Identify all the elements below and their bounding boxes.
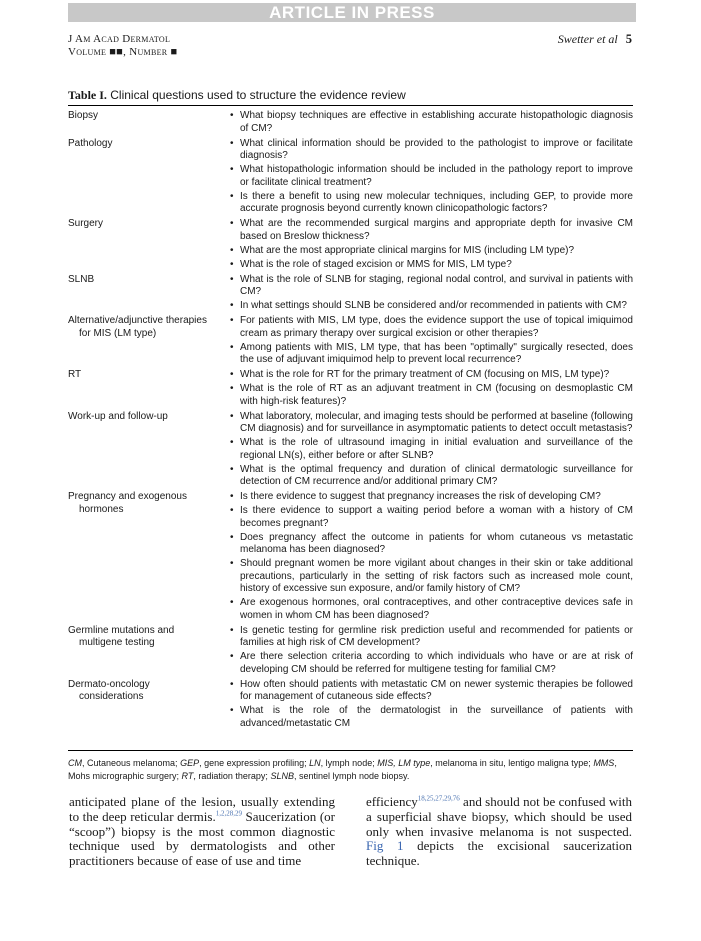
journal-header xyxy=(68,33,177,58)
bullet-icon: • xyxy=(230,383,234,394)
row-topic xyxy=(68,369,228,410)
table-row xyxy=(68,274,633,315)
question-item xyxy=(228,651,633,676)
footnote-def: , gene expression profiling; xyxy=(199,758,310,768)
row-topic xyxy=(68,110,228,137)
question-text: What is the role of staged excision or MMS for MIS, LM type? xyxy=(240,258,512,270)
question-item xyxy=(228,705,633,730)
bullet-icon: • xyxy=(230,531,234,543)
question-item xyxy=(228,558,633,596)
row-topic xyxy=(68,491,228,624)
footnote-def: , lymph node; xyxy=(320,758,378,768)
footnote-abbr: MIS, LM type xyxy=(377,758,431,768)
row-topic xyxy=(68,138,228,218)
running-header xyxy=(558,32,632,47)
row-questions xyxy=(228,491,633,624)
citation[interactable]: 1,2,28,29 xyxy=(215,809,242,818)
bullet-icon: • xyxy=(230,244,234,256)
table-row xyxy=(68,679,633,732)
topic-label: Alternative/adjunctive therapies xyxy=(68,315,207,326)
table-row xyxy=(68,625,633,678)
question-item xyxy=(228,411,633,436)
question-item xyxy=(228,300,633,313)
row-questions xyxy=(228,679,633,732)
question-text: What laboratory, molecular, and imaging tests should be performed at baseline (following CM diagnosis) and for surveillance in asymptomatic patients to detect occult metastasis? xyxy=(240,410,633,434)
question-text: Is there evidence to suggest that pregnancy increases the risk of developing CM? xyxy=(240,491,601,502)
question-text: For patients with MIS, LM type, does the evidence support the use of topical imiquimod cream as primary therapy over surgical excision or other therapies? xyxy=(240,315,633,339)
question-text: Should pregnant women be more vigilant about changes in their skin or take additional precautions, particularly in the setting of risk factors such as increased mole count, history of excessive sun exposure, and/or family history of CM? xyxy=(240,558,633,594)
footnote-abbr: MMS xyxy=(593,758,615,768)
topic-label: for MIS (LM type) xyxy=(79,327,157,339)
question-text: In what settings should SLNB be considered and/or recommended in patients with CM? xyxy=(240,300,627,311)
question-item xyxy=(228,274,633,299)
footnote-def: , Cutaneous melanoma; xyxy=(82,758,181,768)
row-questions xyxy=(228,625,633,678)
bullet-icon: • xyxy=(230,315,234,326)
table-footnote xyxy=(68,757,638,783)
bullet-icon: • xyxy=(230,463,234,475)
question-text: Are exogenous hormones, oral contraceptives, and other contraceptive devices safe in women in whom CM has been diagnosed? xyxy=(240,597,633,621)
table-bottom-rule xyxy=(68,750,633,751)
row-questions xyxy=(228,315,633,368)
topic-label: Dermato-oncology xyxy=(68,678,150,690)
question-text: How often should patients with metastatic CM on newer systemic therapies be followed for management of cutaneous side effects? xyxy=(240,678,633,702)
question-item xyxy=(228,315,633,340)
question-item xyxy=(228,342,633,367)
footnote-abbr: LN xyxy=(309,758,321,768)
table-caption: Clinical questions used to structure the evidence review xyxy=(110,88,406,102)
question-text: What are the recommended surgical margins and appropriate depth for invasive CM based on Breslow thickness? xyxy=(240,218,633,242)
question-item xyxy=(228,369,633,382)
row-questions xyxy=(228,411,633,491)
journal-volume: Volume ■■, Number ■ xyxy=(68,45,178,58)
table-row xyxy=(68,315,633,368)
citation[interactable]: 18,25,27,29,76 xyxy=(417,794,460,803)
question-text: Is there a benefit to using new molecular techniques, including GEP, to provide more accurate prognosis beyond currently known clinicopathologic factors? xyxy=(240,190,633,214)
footnote-def: , Mohs micrographic surgery; xyxy=(68,758,617,781)
row-questions xyxy=(228,369,633,410)
bullet-icon: • xyxy=(230,273,234,285)
question-text: What is the role for RT for the primary treatment of CM (focusing on MIS, LM type)? xyxy=(240,369,610,380)
footnote-abbr: SLNB xyxy=(270,771,294,781)
question-item xyxy=(228,625,633,650)
table-row xyxy=(68,369,633,410)
table-row xyxy=(68,138,633,218)
article-in-press-banner: ARTICLE IN PRESS xyxy=(68,3,636,22)
topic-label: Pregnancy and exogenous xyxy=(68,491,187,502)
body-column-right xyxy=(366,795,632,869)
body-column-left xyxy=(69,795,335,869)
question-item xyxy=(228,464,633,489)
bullet-icon: • xyxy=(230,678,234,690)
question-text: Is there evidence to support a waiting period before a woman with a history of CM becomes pregnant? xyxy=(240,505,633,529)
table-title xyxy=(68,88,406,103)
footnote-abbr: RT xyxy=(181,771,194,781)
question-item xyxy=(228,259,633,272)
journal-name: J Am Acad Dermatol xyxy=(68,33,171,45)
question-text: What clinical information should be provided to the pathologist to improve or facilitate diagnosis? xyxy=(240,137,633,161)
row-topic xyxy=(68,315,228,368)
bullet-icon: • xyxy=(230,218,234,229)
bullet-icon: • xyxy=(230,300,234,311)
body-text: anticipated plane of the lesion, usually extending to the deep reticular dermis. xyxy=(69,794,335,824)
page-number: 5 xyxy=(625,32,632,46)
body-text: efficiency xyxy=(366,794,418,809)
figure-link[interactable]: Fig 1 xyxy=(366,838,404,854)
bullet-icon: • xyxy=(230,597,234,608)
body-text: Saucerization (or “scoop”) biopsy is the most common diagnostic technique used by dermatologists and other practitioners because of ease of use and time xyxy=(69,808,335,869)
question-text: What is the role of SLNB for staging, regional nodal control, and survival in patients with CM? xyxy=(240,273,633,297)
footnote-def: , melanoma in situ, lentigo maligna type; xyxy=(430,758,594,768)
bullet-icon: • xyxy=(230,651,234,662)
row-questions xyxy=(228,138,633,218)
question-item xyxy=(228,218,633,243)
row-questions xyxy=(228,218,633,273)
topic-label: RT xyxy=(68,369,82,380)
question-text: What is the role of the dermatologist in the surveillance of patients with advanced/metastatic CM xyxy=(240,705,633,729)
row-topic xyxy=(68,411,228,491)
row-questions xyxy=(228,110,633,137)
bullet-icon: • xyxy=(230,437,234,448)
topic-label: considerations xyxy=(79,691,144,702)
table-label: Table I. xyxy=(68,88,107,102)
question-text: Does pregnancy affect the outcome in patients for whom cutaneous vs metastatic melanoma has been diagnosed? xyxy=(240,531,633,555)
question-text: What is the optimal frequency and duration of clinical dermatologic surveillance for detection of CM recurrence and/or additional primary CM? xyxy=(240,463,633,487)
row-topic xyxy=(68,625,228,678)
question-text: Is genetic testing for germline risk prediction useful and recommended for patients or families at high risk of CM development? xyxy=(240,624,633,648)
table-row xyxy=(68,491,633,624)
topic-label: Germline mutations and xyxy=(68,624,175,636)
bullet-icon: • xyxy=(230,410,234,422)
question-item xyxy=(228,383,633,408)
bullet-icon: • xyxy=(230,705,234,716)
question-item xyxy=(228,532,633,557)
question-item xyxy=(228,491,633,504)
bullet-icon: • xyxy=(230,341,234,353)
row-topic xyxy=(68,274,228,315)
question-item xyxy=(228,679,633,704)
footnote-abbr: CM xyxy=(68,758,82,768)
topic-label: hormones xyxy=(79,503,124,515)
question-item xyxy=(228,138,633,163)
question-text: Among patients with MIS, LM type, that has been "optimally" surgically resected, does the use of adjuvant imiquimod help to prevent local recurrence? xyxy=(240,341,633,365)
bullet-icon: • xyxy=(230,137,234,149)
table-row xyxy=(68,218,633,273)
question-item xyxy=(228,505,633,530)
question-text: What histopathologic information should be included in the pathology report to improve or facilitate clinical treatment? xyxy=(240,164,633,188)
question-text: What is the role of RT as an adjuvant treatment in CM (focusing on desmoplastic CM with high-risk features)? xyxy=(240,383,633,407)
footnote-def: , sentinel lymph node biopsy. xyxy=(293,771,410,781)
topic-label: Work-up and follow-up xyxy=(68,410,168,422)
question-text: What are the most appropriate clinical margins for MIS (including LM type)? xyxy=(240,244,575,256)
question-text: What biopsy techniques are effective in establishing accurate histopathologic diagnosis of CM? xyxy=(240,110,633,134)
bullet-icon: • xyxy=(230,505,234,516)
topic-label: multigene testing xyxy=(79,637,155,648)
bullet-icon: • xyxy=(230,369,234,380)
row-questions xyxy=(228,274,633,315)
question-item xyxy=(228,110,633,135)
bullet-icon: • xyxy=(230,164,234,175)
row-topic xyxy=(68,679,228,732)
authors: Swetter et al xyxy=(557,32,618,46)
clinical-questions-table xyxy=(68,110,633,733)
question-text: What is the role of ultrasound imaging in initial evaluation and surveillance of the regional LN(s), either before or after SLNB? xyxy=(240,437,633,461)
table-row xyxy=(68,411,633,491)
footnote-abbr: GEP xyxy=(180,758,200,768)
footnote-def: , radiation therapy; xyxy=(193,771,271,781)
question-item xyxy=(228,164,633,189)
question-item xyxy=(228,437,633,462)
bullet-icon: • xyxy=(230,491,234,502)
question-item xyxy=(228,245,633,258)
bullet-icon: • xyxy=(230,190,234,202)
question-item xyxy=(228,597,633,622)
question-item xyxy=(228,191,633,216)
table-row xyxy=(68,110,633,137)
topic-label: Surgery xyxy=(68,218,104,229)
body-text: depicts the excisional saucerization technique. xyxy=(366,838,633,869)
table-top-rule xyxy=(68,105,633,106)
bullet-icon: • xyxy=(230,110,234,121)
topic-label: Biopsy xyxy=(68,110,99,121)
bullet-icon: • xyxy=(230,258,234,270)
body-text: and should not be confused with a superficial shave biopsy, which should be used only when invasive melanoma is not suspected. xyxy=(366,794,632,839)
bullet-icon: • xyxy=(230,558,234,569)
topic-label: Pathology xyxy=(68,137,113,149)
bullet-icon: • xyxy=(230,624,234,636)
topic-label: SLNB xyxy=(68,273,95,285)
question-text: Are there selection criteria according to which individuals who have or are at risk of developing CM should be referred for multigene testing for familial CM? xyxy=(240,651,633,675)
row-topic xyxy=(68,218,228,273)
